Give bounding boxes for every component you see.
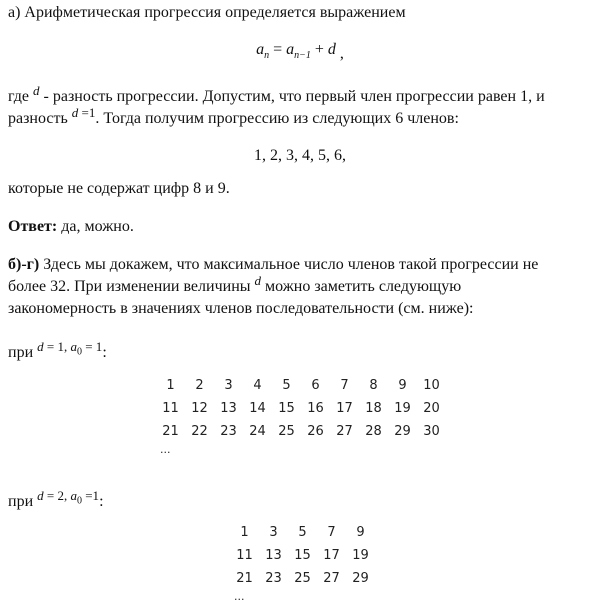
formula-lhs: a bbox=[256, 41, 265, 58]
part-b-line-2 bbox=[8, 273, 462, 297]
formula-trail: , bbox=[335, 45, 344, 62]
formula-d: d bbox=[327, 41, 336, 58]
grid-cell: 1 bbox=[240, 525, 249, 540]
grid-cell: 29 bbox=[394, 424, 411, 439]
formula-rhs: a bbox=[286, 41, 295, 58]
grid-cell: 28 bbox=[365, 424, 382, 439]
math-d: d bbox=[254, 273, 261, 288]
formula-plus: + bbox=[310, 41, 328, 58]
sequence-line: 1, 2, 3, 4, 5, 6, bbox=[254, 147, 346, 164]
grid-cell: 25 bbox=[294, 571, 311, 586]
grid-cell: 6 bbox=[311, 378, 320, 393]
definition-line bbox=[8, 83, 545, 107]
text-fragment: - разность прогрессии. Допустим, что первый член прогрессии равен 1, и bbox=[39, 88, 545, 105]
grid-cell: 5 bbox=[298, 525, 307, 540]
grid-cell: 4 bbox=[253, 378, 262, 393]
grid-cell: 8 bbox=[369, 378, 378, 393]
grid-cell: 11 bbox=[236, 548, 253, 563]
grid-cell: 9 bbox=[356, 525, 365, 540]
grid-cell: 16 bbox=[307, 401, 324, 416]
grid-row bbox=[156, 420, 446, 443]
math-d: d bbox=[33, 83, 40, 98]
part-b-line-1 bbox=[8, 255, 538, 275]
text-fragment: где bbox=[8, 88, 34, 105]
grid-cell: 14 bbox=[249, 401, 266, 416]
text-fragment: можно заметить следующую bbox=[261, 278, 462, 295]
difference-line bbox=[8, 105, 459, 129]
recurrence-formula bbox=[0, 40, 600, 66]
grid-cell: 19 bbox=[352, 548, 369, 563]
text-fragment: . Тогда получим прогрессию из следующих 6 членов: bbox=[95, 110, 459, 127]
grid-cell: 7 bbox=[340, 378, 349, 393]
grid-cell: 19 bbox=[394, 401, 411, 416]
grid-cell: 21 bbox=[162, 424, 179, 439]
case2-grid bbox=[230, 521, 375, 604]
text-fragment: Здесь мы докажем, что максимальное число членов такой прогрессии не bbox=[39, 256, 539, 273]
case2-math: d = 2, a0 =1 bbox=[37, 488, 100, 507]
grid-cell: 17 bbox=[323, 548, 340, 563]
grid-cell: 20 bbox=[423, 401, 440, 416]
grid-cell: 11 bbox=[162, 401, 179, 416]
text-fragment: более 32. При изменении величины bbox=[8, 278, 255, 295]
answer-line bbox=[8, 217, 134, 237]
grid-ellipsis: ... bbox=[234, 590, 245, 603]
grid-cell: 27 bbox=[323, 571, 340, 586]
grid-cell: 12 bbox=[191, 401, 208, 416]
part-b-label: б)-г) bbox=[8, 256, 40, 273]
case1-condition bbox=[8, 339, 107, 369]
grid-cell: 1 bbox=[166, 378, 175, 393]
grid-cell: 24 bbox=[249, 424, 266, 439]
note-line: которые не содержат цифр 8 и 9. bbox=[8, 180, 230, 197]
grid-cell: 10 bbox=[423, 378, 440, 393]
grid-cell: 21 bbox=[236, 571, 253, 586]
text-fragment: при bbox=[8, 493, 38, 510]
grid-cell: 3 bbox=[224, 378, 233, 393]
case2-condition bbox=[8, 488, 104, 518]
formula-lhs-sub: n bbox=[264, 50, 270, 62]
grid-cell: 13 bbox=[220, 401, 237, 416]
grid-cell: 13 bbox=[265, 548, 282, 563]
grid-cell: 25 bbox=[278, 424, 295, 439]
grid-cell: 22 bbox=[191, 424, 208, 439]
grid-row bbox=[230, 521, 375, 544]
formula-rhs-sub: n−1 bbox=[294, 50, 311, 62]
grid-ellipsis: ... bbox=[160, 443, 171, 456]
case1-math: d = 1, a0 = 1 bbox=[37, 339, 103, 358]
formula-eq: = bbox=[269, 41, 287, 58]
grid-cell: 26 bbox=[307, 424, 324, 439]
grid-row bbox=[156, 374, 446, 397]
text-fragment: разность bbox=[8, 110, 72, 127]
grid-cell: 23 bbox=[265, 571, 282, 586]
intro-line: а) Арифметическая прогрессия определяется выражением bbox=[8, 4, 406, 21]
colon: : bbox=[99, 493, 104, 510]
grid-cell: 29 bbox=[352, 571, 369, 586]
text-fragment: при bbox=[8, 344, 38, 361]
grid-cell: 23 bbox=[220, 424, 237, 439]
grid-cell: 27 bbox=[336, 424, 353, 439]
grid-row bbox=[230, 567, 375, 590]
case1-grid bbox=[156, 374, 446, 457]
grid-row bbox=[230, 544, 375, 567]
colon: : bbox=[102, 344, 107, 361]
part-b-line-3: закономерность в значениях членов последовательности (см. ниже): bbox=[8, 300, 474, 317]
answer-label: Ответ: bbox=[8, 218, 58, 235]
grid-cell: 30 bbox=[423, 424, 440, 439]
grid-cell: 3 bbox=[269, 525, 278, 540]
grid-cell: 17 bbox=[336, 401, 353, 416]
answer-text: да, можно. bbox=[57, 218, 134, 235]
grid-row bbox=[156, 397, 446, 420]
grid-cell: 9 bbox=[398, 378, 407, 393]
grid-cell: 7 bbox=[327, 525, 336, 540]
grid-cell: 18 bbox=[365, 401, 382, 416]
grid-cell: 15 bbox=[278, 401, 295, 416]
grid-cell: 2 bbox=[195, 378, 204, 393]
grid-cell: 5 bbox=[282, 378, 291, 393]
grid-cell: 15 bbox=[294, 548, 311, 563]
math-d-eq-1: d =1 bbox=[71, 105, 96, 120]
